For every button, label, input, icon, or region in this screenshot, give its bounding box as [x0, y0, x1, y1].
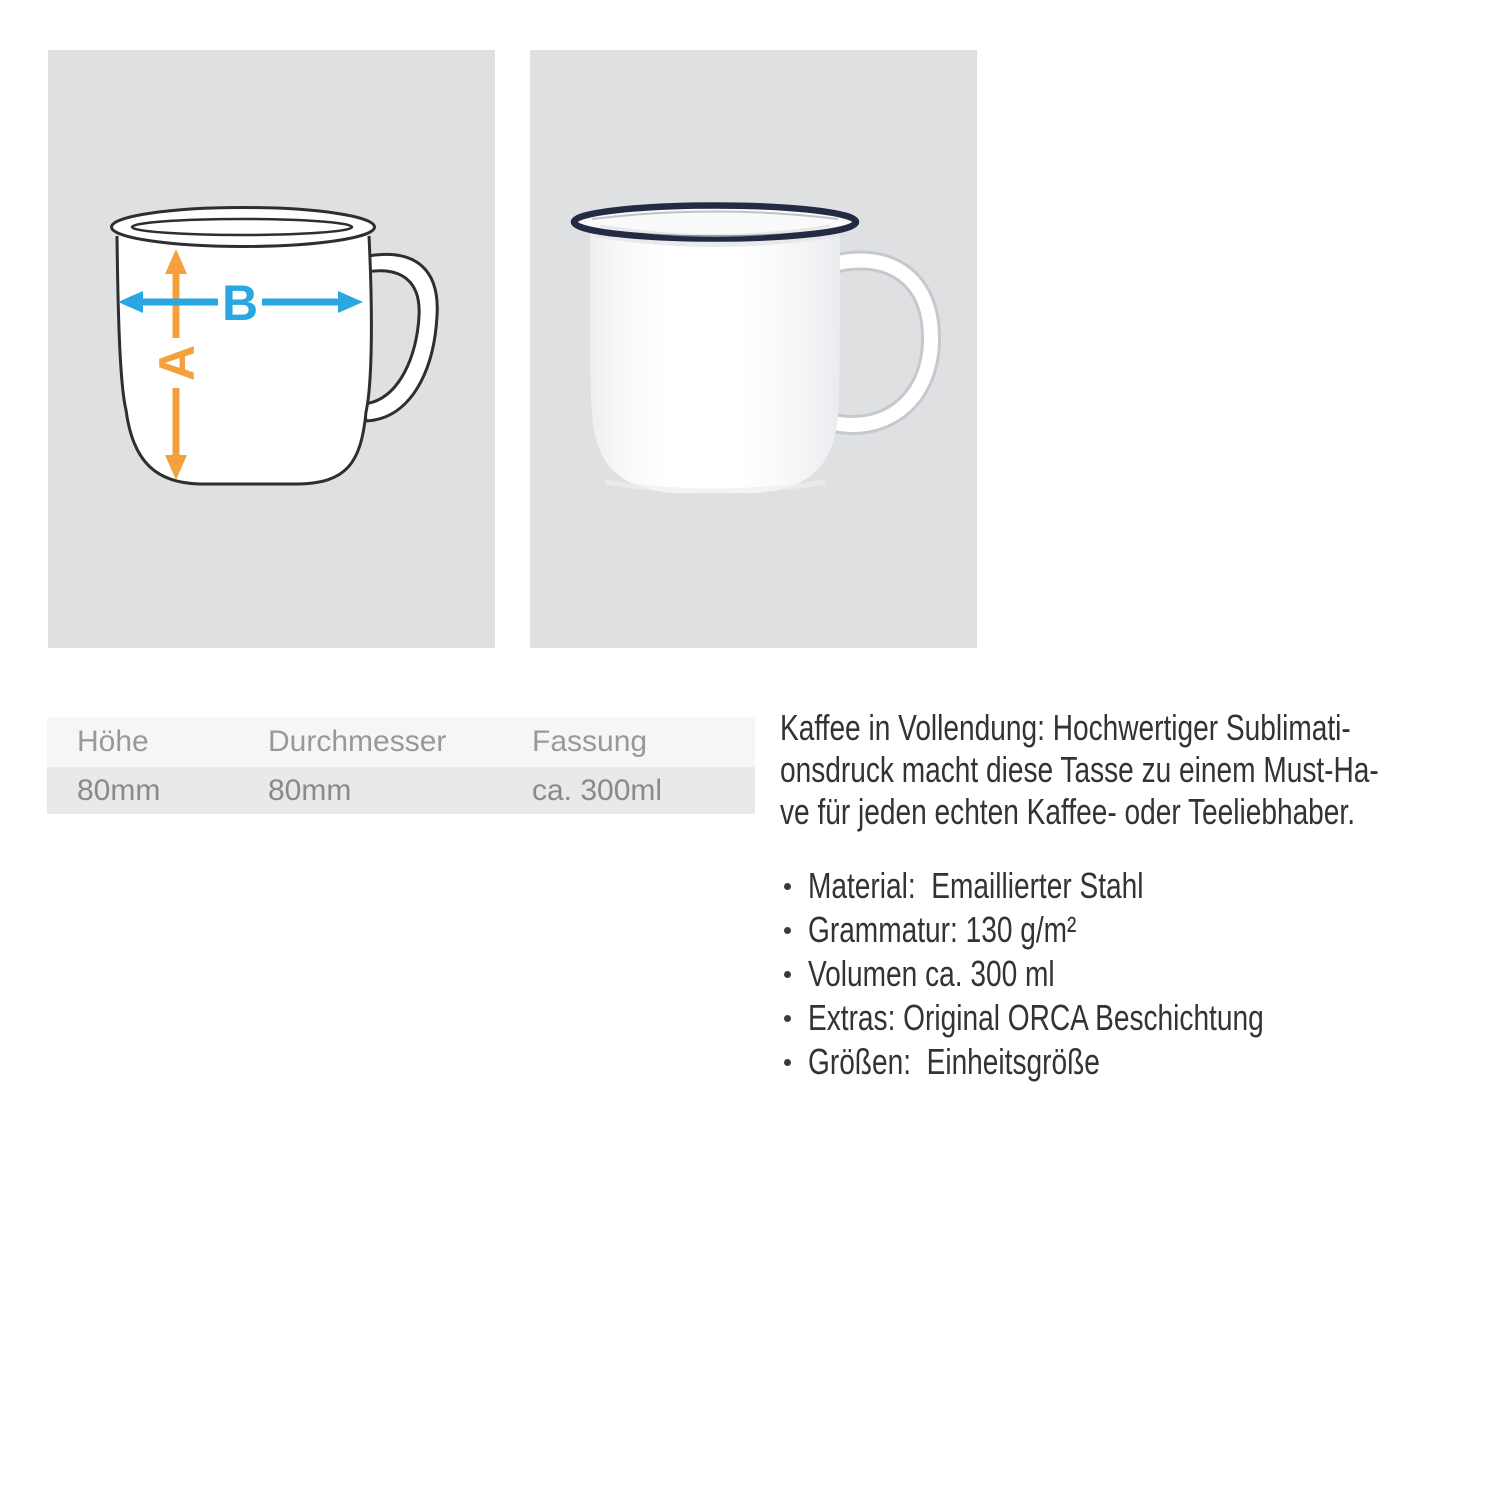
product-description	[780, 707, 1480, 833]
bullet-icon	[784, 1015, 791, 1022]
bullet-icon	[784, 927, 791, 934]
spec-volumen: Volumen ca. 300 ml	[808, 953, 1055, 994]
list-item	[780, 952, 1480, 996]
size-table-value-row	[47, 767, 755, 814]
size-table-value-hoehe: 80mm	[77, 774, 161, 807]
size-table-header-durchmesser: Durchmesser	[268, 725, 447, 758]
mug-photo-body	[590, 228, 840, 493]
height-label: A	[149, 344, 205, 382]
size-table-header-fassung: Fassung	[532, 725, 648, 758]
spec-material: Material: Emaillierter Stahl	[808, 865, 1144, 906]
list-item	[780, 864, 1480, 908]
description-line: onsdruck macht diese Tasse zu einem Must-Ha-	[780, 749, 1379, 790]
product-image-diagram[interactable]	[48, 50, 495, 648]
spec-extras: Extras: Original ORCA Beschichtung	[808, 997, 1264, 1038]
size-table-value-fassung: ca. 300ml	[532, 774, 663, 807]
mug-photo-handle	[830, 261, 931, 425]
description-line: ve für jeden echten Kaffee- oder Teeliebhaber.	[780, 791, 1356, 832]
mug-dimension-diagram	[48, 50, 495, 648]
mug-rim-ring	[574, 206, 856, 239]
enamel-mug-photo	[530, 50, 977, 648]
spec-groessen: Größen: Einheitsgröße	[808, 1041, 1100, 1082]
list-item	[780, 996, 1480, 1040]
bullet-icon	[784, 883, 791, 890]
size-table-header-hoehe: Höhe	[77, 725, 149, 758]
mug-rim-outline	[112, 208, 375, 247]
bullet-icon	[784, 971, 791, 978]
bullet-icon	[784, 1059, 791, 1066]
list-item	[780, 1040, 1480, 1084]
size-table	[47, 717, 755, 814]
size-table-value-durchmesser: 80mm	[268, 774, 352, 807]
list-item	[780, 908, 1480, 952]
description-line: Kaffee in Vollendung: Hochwertiger Sublimati-	[780, 707, 1351, 748]
size-table-header-row	[47, 717, 755, 767]
spec-grammatur: Grammatur: 130 g/m²	[808, 909, 1077, 950]
mug-handle-outline	[364, 254, 437, 421]
spec-list	[780, 864, 1480, 1084]
product-image-photo[interactable]	[530, 50, 977, 648]
product-details	[780, 707, 1480, 1084]
diameter-label: B	[221, 275, 259, 331]
